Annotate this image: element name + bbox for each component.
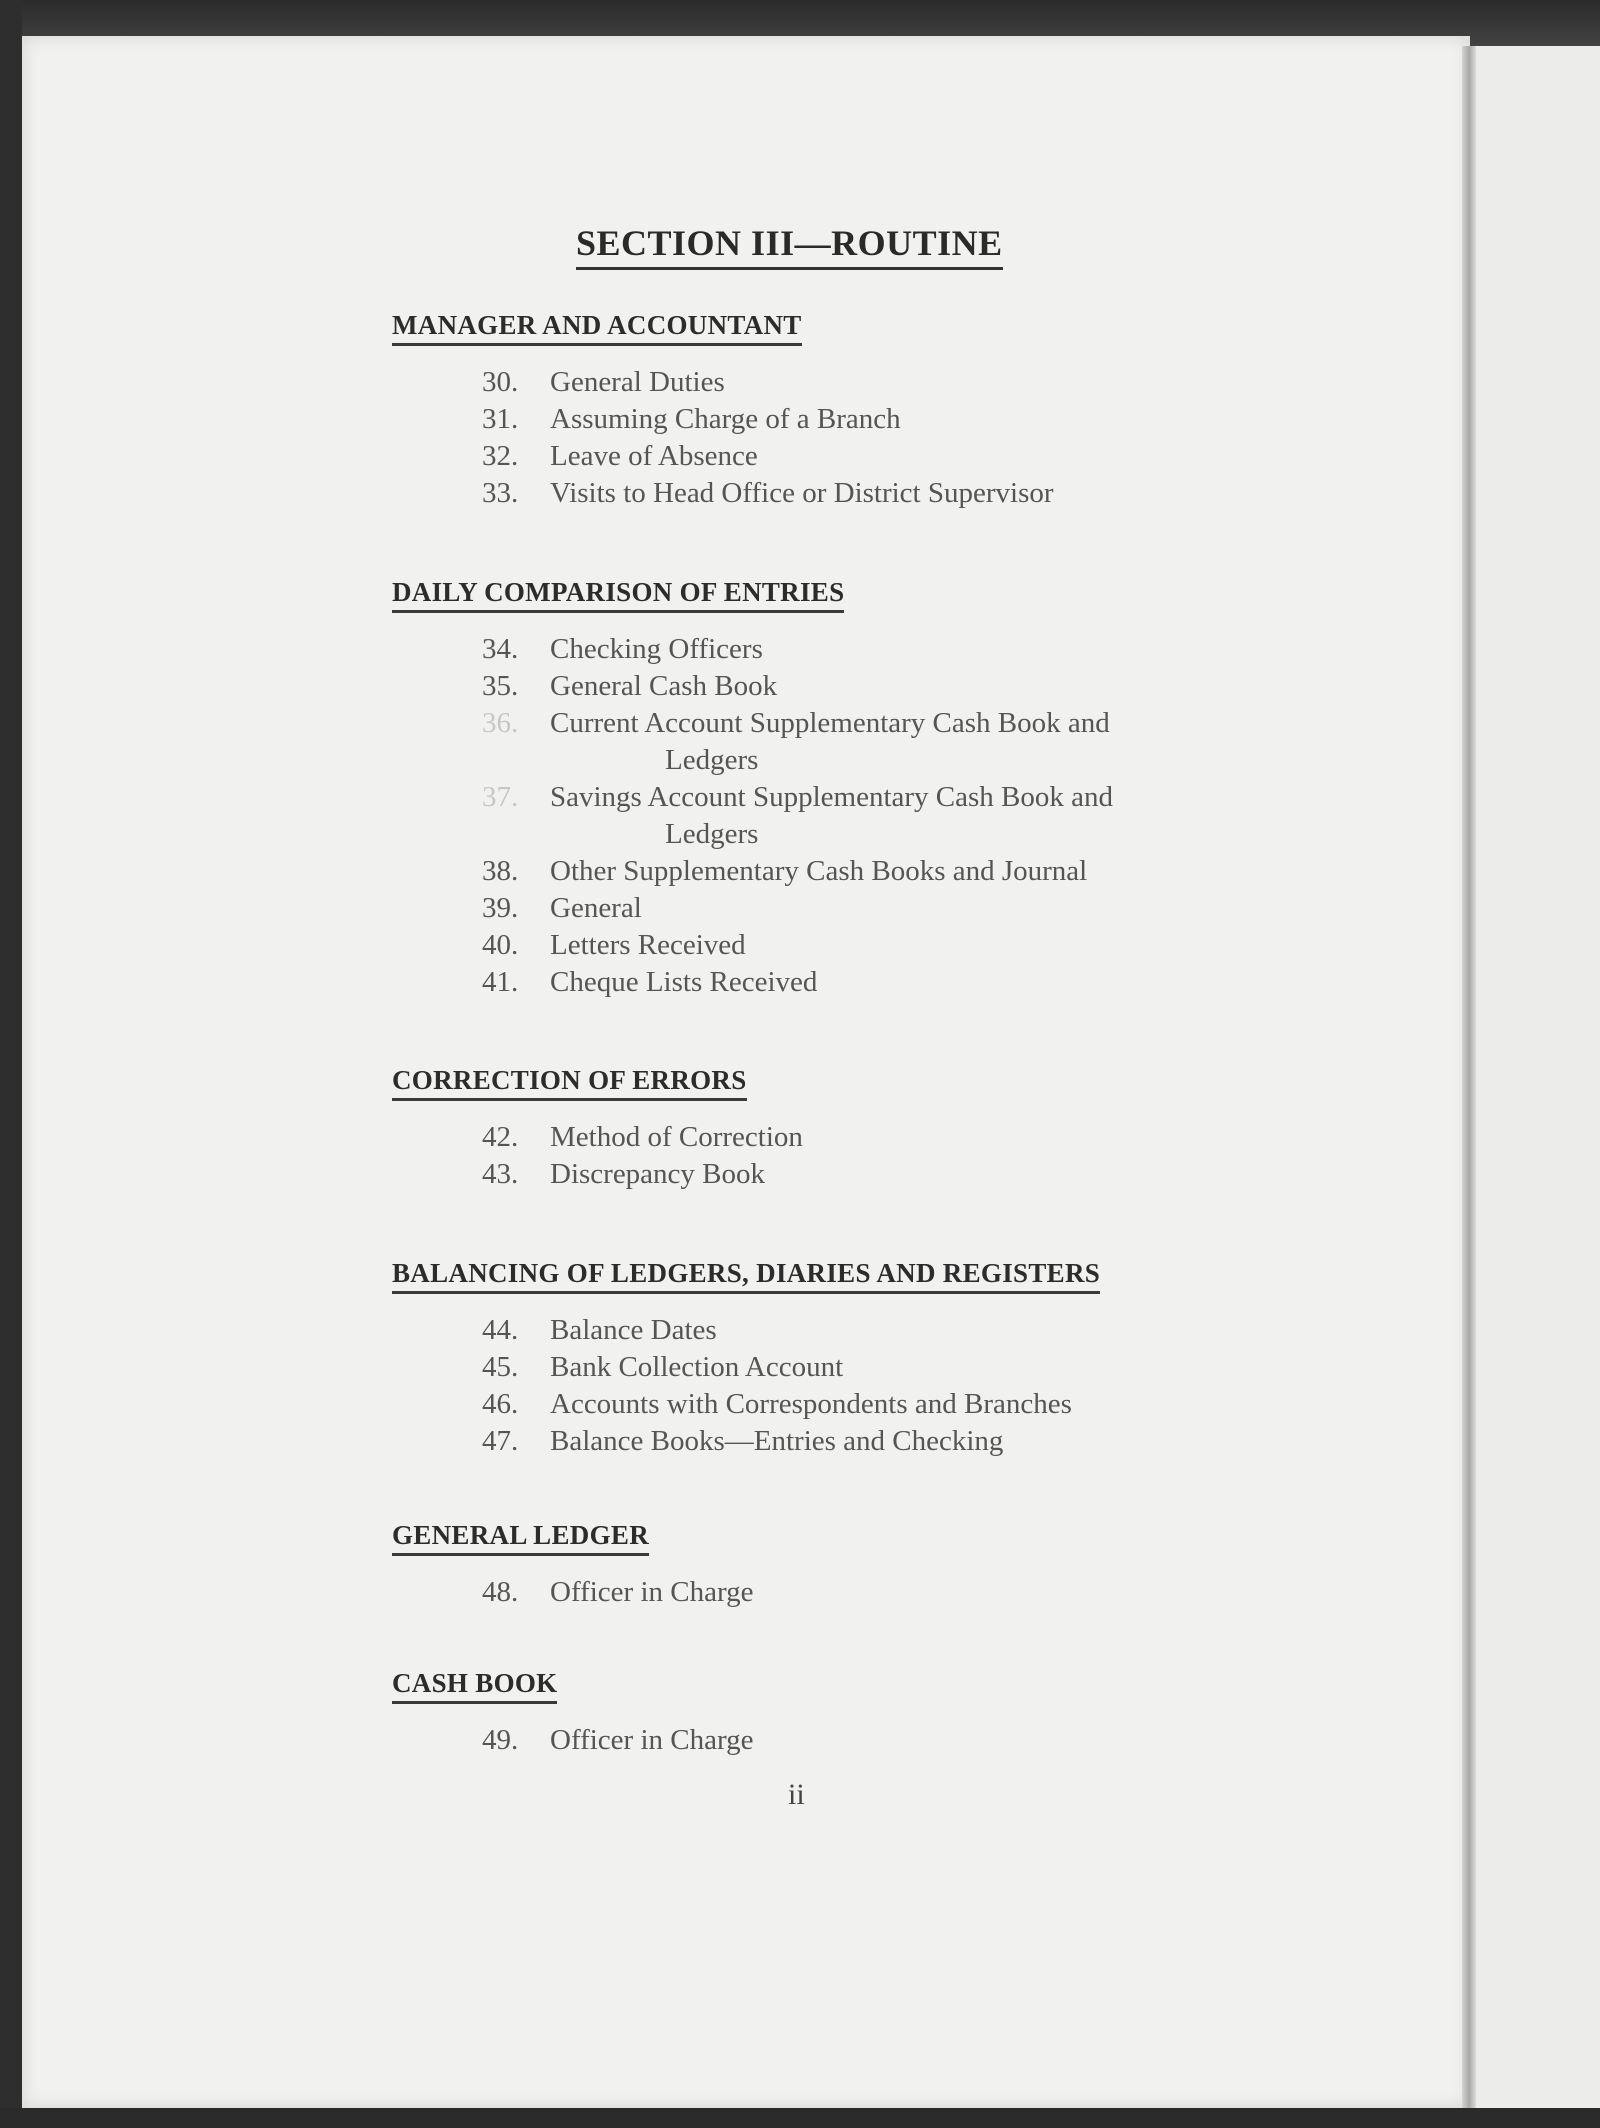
entry-number: 46. [482,1388,519,1420]
section-heading: CORRECTION OF ERRORS [392,1065,747,1101]
entry-text: Cheque Lists Received [550,966,818,998]
list-item [390,1119,803,1156]
list-item [390,1312,1100,1349]
entry-number: 43. [482,1158,519,1190]
list-item [390,1349,1100,1386]
section-balancing-of-ledgers [390,1258,1100,1460]
list-item [390,1423,1100,1460]
entry-text: Balance Books—Entries and Checking [550,1425,1004,1457]
entry-text: General Duties [550,366,725,398]
entry-number: 30. [482,366,519,398]
scan-left-border [0,0,22,2128]
list-item [390,1722,753,1759]
scan-bottom-border [0,2108,1600,2128]
entry-number: 47. [482,1425,519,1457]
list-item [390,927,1113,964]
section-heading: BALANCING OF LEDGERS, DIARIES AND REGISTERS [392,1258,1100,1294]
entry-number: 38. [482,855,519,887]
list-item [390,438,1054,475]
entry-text: Other Supplementary Cash Books and Journal [550,855,1088,887]
entry-text: Leave of Absence [550,440,758,472]
entry-text: Savings Account Supplementary Cash Book and [550,781,1114,813]
list-item [390,1386,1100,1423]
entry-text: Assuming Charge of a Branch [550,403,901,435]
entry-number: 49. [482,1724,519,1756]
section-daily-comparison-of-entries [390,577,1113,1001]
section-cash-book [390,1668,753,1759]
entry-text: General [550,892,642,924]
entry-number: 31. [482,403,519,435]
entry-number: 34. [482,633,519,665]
list-item [390,779,1113,853]
entry-text: Officer in Charge [550,1576,754,1608]
entry-text: Bank Collection Account [550,1351,844,1383]
list-item [390,964,1113,1001]
entry-number: 44. [482,1314,519,1346]
entry-list [390,631,1113,1001]
entry-number: 41. [482,966,519,998]
page-title: SECTION III—ROUTINE [576,222,1003,270]
entry-number: 48. [482,1576,519,1608]
entry-number: 36. [482,707,519,739]
facing-page-edge [1470,46,1600,2108]
section-correction-of-errors [390,1065,803,1193]
entry-list [390,364,1054,512]
section-heading: MANAGER AND ACCOUNTANT [392,310,802,346]
list-item [390,668,1113,705]
section-manager-and-accountant [390,310,1054,512]
entry-text: Discrepancy Book [550,1158,766,1190]
entry-text-continuation: Ledgers [665,744,759,776]
section-heading: CASH BOOK [392,1668,557,1704]
entry-number: 39. [482,892,519,924]
list-item [390,364,1054,401]
entry-text: Balance Dates [550,1314,717,1346]
list-item [390,853,1113,890]
entry-list [390,1312,1100,1460]
entry-text: Checking Officers [550,633,763,665]
list-item [390,890,1113,927]
entry-number: 35. [482,670,519,702]
entry-number: 33. [482,477,519,509]
section-general-ledger [390,1520,753,1611]
list-item [390,1156,803,1193]
list-item [390,705,1113,779]
entry-text-continuation: Ledgers [665,818,759,850]
entry-text: Current Account Supplementary Cash Book and [550,707,1110,739]
list-item [390,1574,753,1611]
entry-text: Accounts with Correspondents and Branches [550,1388,1072,1420]
list-item [390,401,1054,438]
entry-list [390,1574,753,1611]
entry-number: 42. [482,1121,519,1153]
page-gutter [1462,46,1476,2108]
entry-number: 45. [482,1351,519,1383]
entry-text: Officer in Charge [550,1724,754,1756]
entry-text: Method of Correction [550,1121,803,1153]
entry-text: General Cash Book [550,670,778,702]
entry-text: Letters Received [550,929,746,961]
section-heading: DAILY COMPARISON OF ENTRIES [392,577,844,613]
entry-text: Visits to Head Office or District Supervisor [550,477,1054,509]
entry-list [390,1722,753,1759]
entry-number: 37. [482,781,519,813]
list-item [390,631,1113,668]
entry-number: 40. [482,929,519,961]
page-number: ii [788,1778,805,1811]
list-item [390,475,1054,512]
section-heading: GENERAL LEDGER [392,1520,649,1556]
entry-number: 32. [482,440,519,472]
entry-list [390,1119,803,1193]
